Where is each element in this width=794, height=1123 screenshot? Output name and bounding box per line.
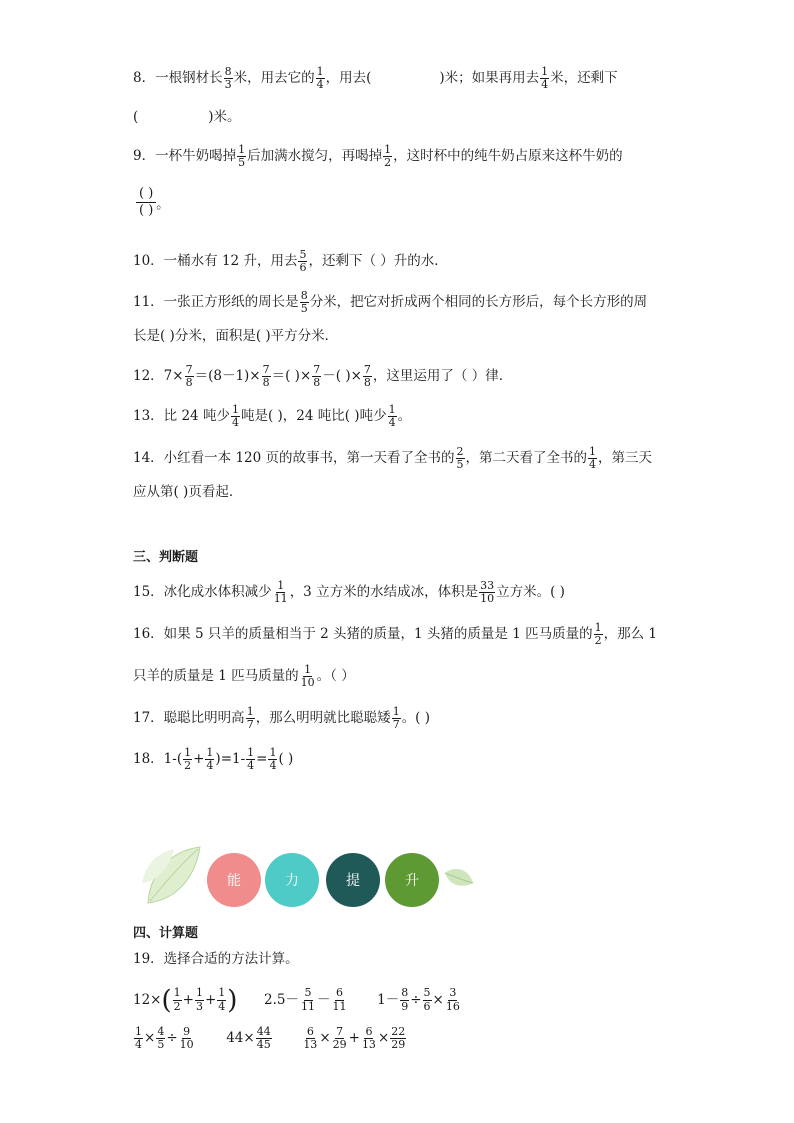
leaf-decoration-icon <box>140 843 210 909</box>
q14-text: 应从第( )页看起． <box>133 484 243 500</box>
q8-text: )米；如果再用去 <box>439 70 540 87</box>
question-11 <box>133 290 647 315</box>
question-8 <box>133 66 618 91</box>
fraction: $\frac{1}{4}$ <box>388 403 396 430</box>
banner-circle-2: 力 <box>265 853 319 907</box>
q9-text: 后加满水搅匀，再喝掉 <box>247 148 383 165</box>
fraction: $\frac{1}{4}$ <box>589 445 597 472</box>
fraction: $\frac{1}{2}$ <box>384 143 392 170</box>
q13-text: 13．比 24 吨少 <box>133 408 230 425</box>
q15-text: 15．冰化成水体积减少 <box>133 584 272 601</box>
q12-text: ＝( )× <box>271 368 312 385</box>
q16-text: ，那么 1 <box>603 626 657 643</box>
q9-text: 9．一杯牛奶喝掉 <box>133 148 237 165</box>
fraction: $\frac{7}{8}$ <box>262 363 270 390</box>
question-11-line2 <box>133 330 338 344</box>
fraction: $\frac{33}{10}$ <box>480 579 495 606</box>
fraction: $\frac{1}{4}$ <box>231 403 239 430</box>
fraction: $\frac{5}{6}$ <box>299 248 307 275</box>
expression-1: 12×( $\frac{1}{2}$ + $\frac{1}{3}$ + $\frac{1}{4}$ ) <box>133 985 238 1015</box>
fraction: $\frac{7}{8}$ <box>185 363 193 390</box>
q9-text: ，这时杯中的纯牛奶占原来这杯牛奶的 <box>393 148 623 165</box>
question-12 <box>133 364 512 389</box>
fraction: $\frac{7}{8}$ <box>313 363 321 390</box>
fraction: $\frac{1}{5}$ <box>238 143 246 170</box>
fraction: $\frac{1}{10}$ <box>300 663 315 690</box>
q13-text: 。 <box>397 408 412 425</box>
fraction: $\frac{1}{4}$ <box>206 746 214 773</box>
q17-text: ，那么明明就比聪聪矮 <box>255 710 391 727</box>
question-19-row2 <box>133 1026 407 1051</box>
expression-4: $\frac{1}{4}$ × $\frac{4}{5}$ ÷ $\frac{9}{10}$ <box>135 1025 194 1052</box>
q14-text: ，第二天看了全书的 <box>465 450 588 467</box>
expression-3: 1－ $\frac{8}{9}$ ÷ $\frac{5}{6}$ × $\frac{3}{16}$ <box>377 986 460 1013</box>
q16-text: 只羊的质量是 1 匹马质量的 <box>133 668 299 685</box>
question-17 <box>133 706 430 731</box>
q10-text: ，还剩下（ ）升的水． <box>308 253 448 270</box>
expression-2: 2.5－ $\frac{5}{11}$ － $\frac{6}{11}$ <box>264 986 347 1013</box>
fraction: $\frac{1}{2}$ <box>594 621 602 648</box>
question-14 <box>133 446 652 471</box>
q18-text: ( ) <box>278 751 294 768</box>
q8-text: 米，还剩下 <box>550 70 618 87</box>
fraction: $\frac{1}{7}$ <box>246 705 254 732</box>
q17-text: 。( ) <box>401 710 431 727</box>
q12-text: －( )× <box>322 368 362 385</box>
question-16-line2 <box>133 664 355 689</box>
q12-text: ，这里运用了（ ）律． <box>372 368 513 385</box>
q18-text: )=1- <box>215 751 246 768</box>
fraction: $\frac{8}{3}$ <box>224 65 232 92</box>
q17-text: 17．聪聪比明明高 <box>133 710 245 727</box>
q11-text: 长是( )分米，面积是( )平方分米． <box>133 328 339 344</box>
question-13 <box>133 404 411 429</box>
q15-text: ，3 立方米的水结成冰，体积是 <box>289 584 479 601</box>
q8-text: ( <box>133 109 139 125</box>
ability-boost-banner <box>140 843 480 909</box>
banner-circle-4: 升 <box>385 853 439 907</box>
fraction: $\frac{7}{8}$ <box>363 363 371 390</box>
answer-fraction-blank[interactable]: ( ) ( ) 。 <box>136 186 169 219</box>
question-9 <box>133 144 623 169</box>
q18-text: = <box>256 751 268 768</box>
question-18 <box>133 747 293 772</box>
question-10 <box>133 249 448 274</box>
section-heading-judgment: 三、判断题 <box>133 550 199 565</box>
q11-text: 分米，把它对折成两个相同的长方形后，每个长方形的周 <box>309 294 648 311</box>
fraction: $\frac{2}{5}$ <box>456 445 464 472</box>
question-16 <box>133 622 657 647</box>
question-8-line2 <box>133 111 241 125</box>
q8-text: 8．一根钢材长 <box>133 70 223 87</box>
fraction: $\frac{1}{4}$ <box>541 65 549 92</box>
q16-text: 16．如果 5 只羊的质量相当于 2 头猪的质量，1 头猪的质量是 1 匹马质量的 <box>133 626 593 643</box>
question-19-title: 19．选择合适的方法计算。 <box>133 951 299 967</box>
fraction: $\frac{1}{4}$ <box>247 746 255 773</box>
fraction: $\frac{1}{7}$ <box>392 705 400 732</box>
question-19-row1 <box>133 987 462 1013</box>
fraction: $\frac{8}{5}$ <box>300 289 308 316</box>
expression-6: $\frac{6}{13}$ × $\frac{7}{29}$ + $\frac{6}{13}$ × $\frac{22}{29}$ <box>303 1025 406 1052</box>
q12-text: 12．7× <box>133 368 184 385</box>
q18-text: + <box>193 751 205 768</box>
expression-5: 44× $\frac{44}{45}$ <box>226 1025 271 1052</box>
fraction: $\frac{1}{4}$ <box>269 746 277 773</box>
q11-text: 11．一张正方形纸的周长是 <box>133 294 299 311</box>
question-15 <box>133 580 565 605</box>
section-heading-calculation: 四、计算题 <box>133 926 199 941</box>
q8-text: ，用去( <box>325 70 372 87</box>
question-14-line2 <box>133 486 242 500</box>
q16-text: 。（ ） <box>316 668 355 685</box>
q10-text: 10．一桶水有 12 升，用去 <box>133 253 298 270</box>
q18-text: 18．1-( <box>133 751 183 768</box>
q15-text: 立方米。( ) <box>496 584 565 601</box>
q14-text: 14．小红看一本 120 页的故事书，第一天看了全书的 <box>133 450 455 467</box>
q14-text: ，第三天 <box>598 450 653 467</box>
small-leaf-icon <box>443 865 475 895</box>
fraction: $\frac{1}{4}$ <box>316 65 324 92</box>
q12-text: ＝(8－1)× <box>194 368 261 385</box>
banner-circle-1: 能 <box>207 853 261 907</box>
fraction: $\frac{1}{2}$ <box>184 746 192 773</box>
banner-circle-3: 提 <box>326 853 380 907</box>
q13-text: 吨是( )，24 吨比( )吨少 <box>240 408 387 425</box>
fraction: $\frac{1}{11}$ <box>273 579 288 606</box>
q8-text: 米，用去它的 <box>233 70 315 87</box>
q8-text: )米。 <box>208 109 241 125</box>
